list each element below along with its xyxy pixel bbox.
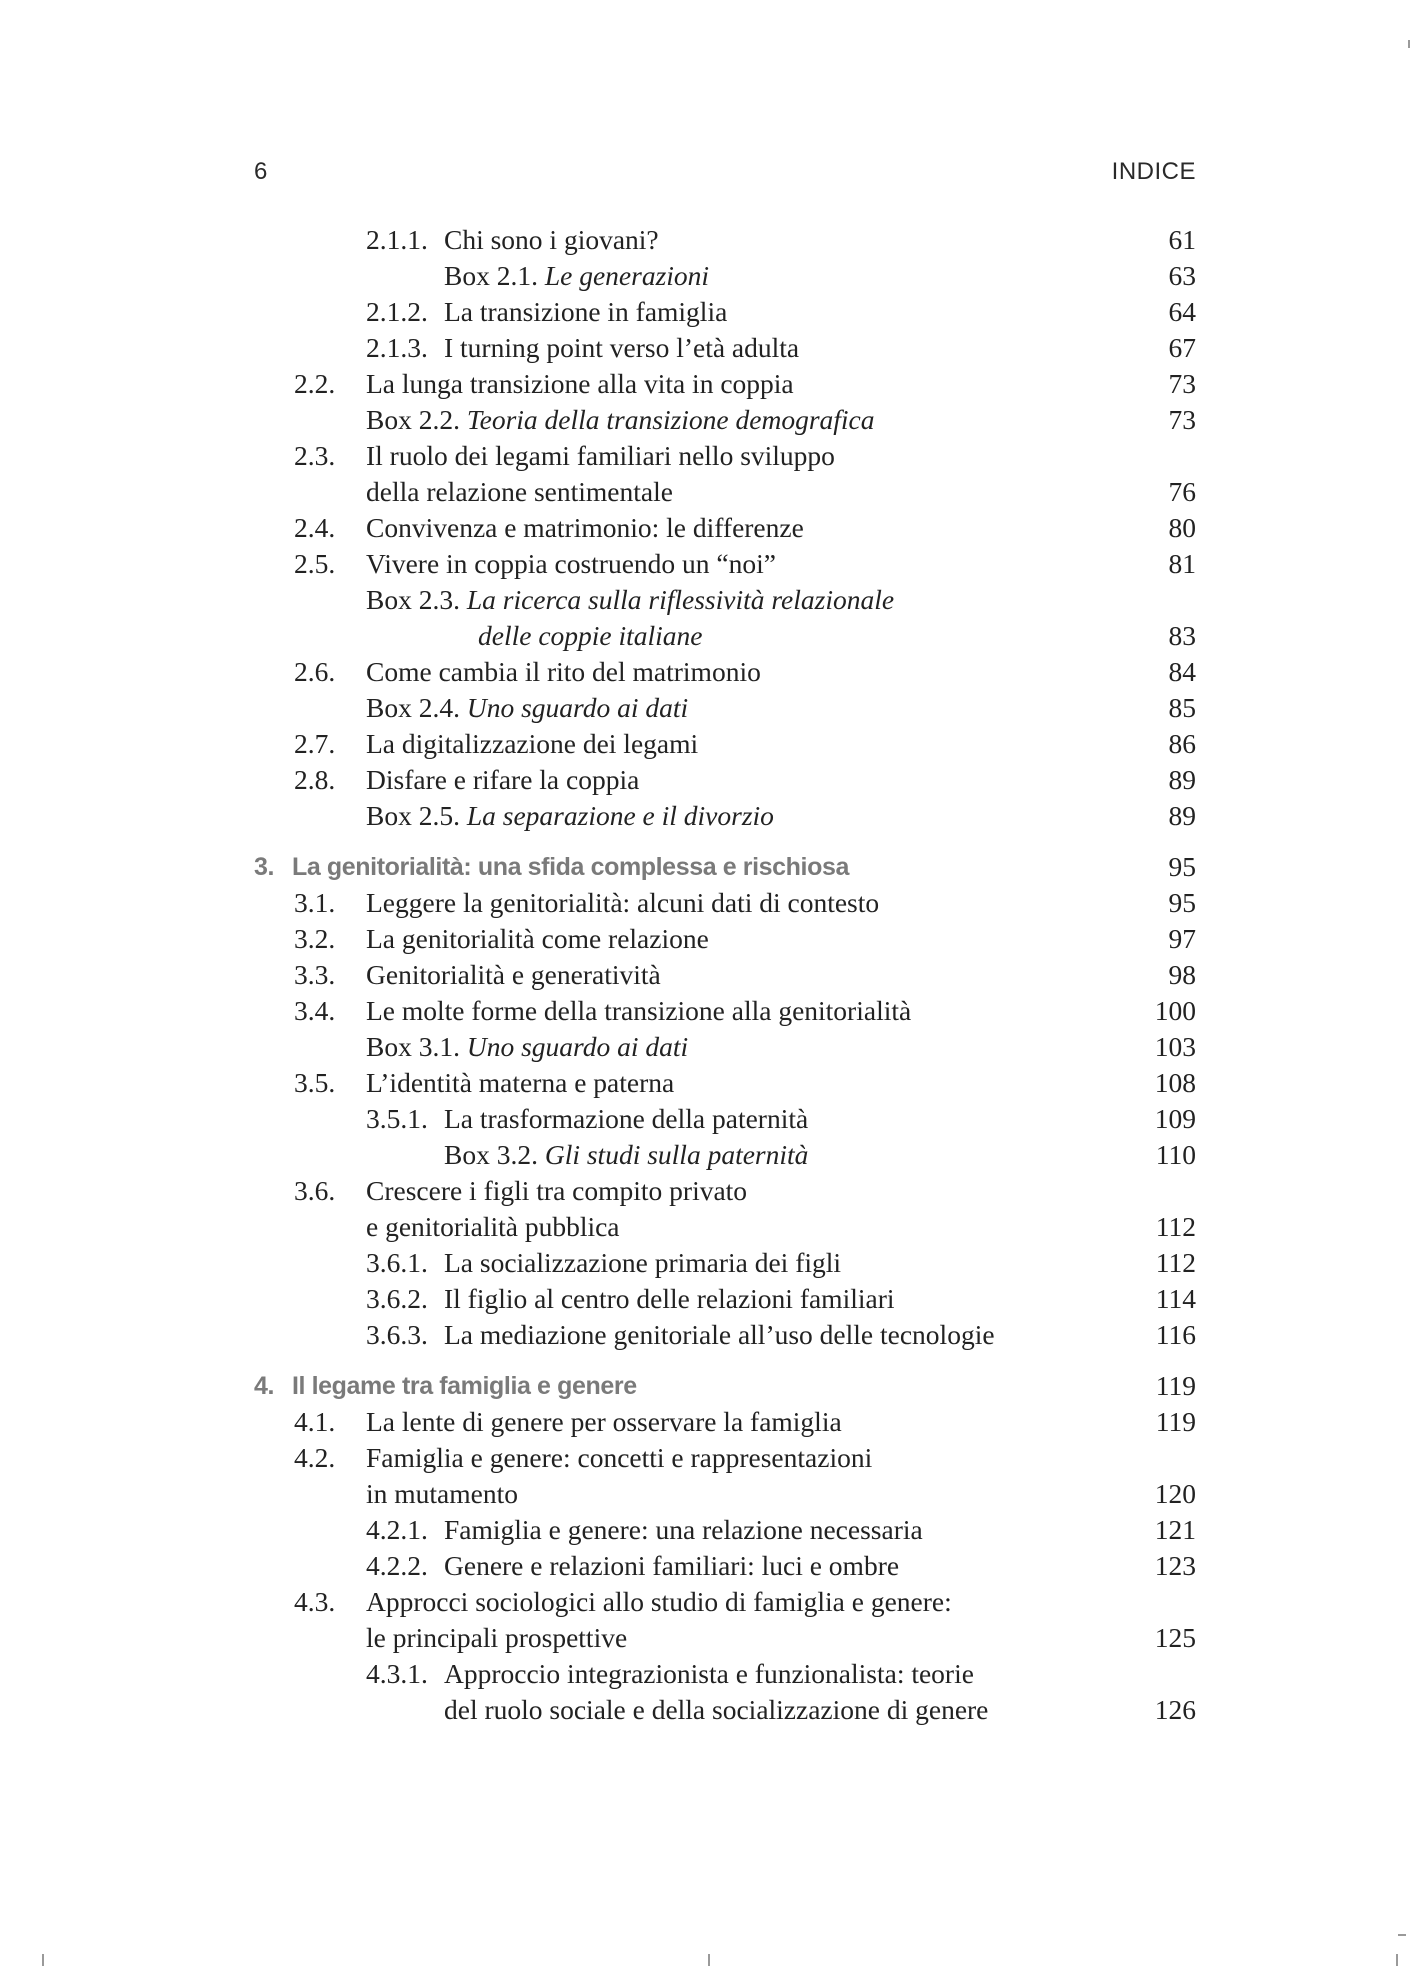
toc-entry-title: Le molte forme della transizione alla genitorialità — [366, 995, 912, 1026]
toc-entry-title: La lunga transizione alla vita in coppia — [366, 368, 794, 399]
toc-entry-title: Famiglia e genere: concetti e rappresentazioni — [366, 1442, 873, 1473]
toc-page-number: 85 — [1168, 692, 1196, 723]
toc-entry-number: 3.5. — [294, 1067, 336, 1098]
toc-entry-title: Disfare e rifare la coppia — [366, 764, 640, 795]
toc-entry-number: 4. — [254, 1372, 275, 1400]
crop-mark-bottom-right — [1396, 1954, 1398, 1966]
toc-box-entry — [444, 258, 709, 294]
toc-entry — [254, 726, 1196, 762]
toc-entry — [254, 1512, 1196, 1548]
toc-entry-title: Come cambia il rito del matrimonio — [366, 656, 761, 687]
toc-entry-title: L’identità materna e paterna — [366, 1067, 675, 1098]
toc-page-number: 95 — [1168, 887, 1196, 918]
toc-page-number: 110 — [1155, 1139, 1196, 1170]
toc-entry-number: 4.3.1. — [366, 1658, 428, 1689]
toc-entry — [254, 1101, 1196, 1137]
toc-page-number: 83 — [1168, 620, 1196, 651]
toc-entry-title: Il legame tra famiglia e genere — [292, 1372, 637, 1400]
toc-entry-number: 3.6.3. — [366, 1319, 428, 1350]
toc-entry-title: La genitorialità come relazione — [366, 923, 709, 954]
toc-entry-title: La genitorialità: una sfida complessa e rischiosa — [292, 853, 849, 881]
box-label: Box 2.5. — [366, 800, 460, 831]
toc-entry-number: 4.2. — [294, 1442, 336, 1473]
toc-entry — [254, 1692, 1196, 1728]
toc-entry-title: della relazione sentimentale — [366, 476, 673, 507]
toc-page-number: 125 — [1154, 1622, 1196, 1653]
toc-entry-number: 4.2.1. — [366, 1514, 428, 1545]
toc-page-number: 116 — [1155, 1319, 1196, 1350]
toc-entry-title: Famiglia e genere: una relazione necessaria — [444, 1514, 923, 1545]
toc-page-number: 64 — [1168, 296, 1196, 327]
toc-entry-number: 2.7. — [294, 728, 336, 759]
toc-entry-title: La lente di genere per osservare la famiglia — [366, 1406, 842, 1437]
toc-entry-number: 3.2. — [294, 923, 336, 954]
toc-page-number: 109 — [1154, 1103, 1196, 1134]
box-label: Box 2.3. — [366, 584, 460, 615]
box-title: Uno sguardo ai dati — [466, 1031, 689, 1062]
toc-entry-title: le principali prospettive — [366, 1622, 628, 1653]
crop-mark-bottom-center — [708, 1954, 710, 1966]
toc-entry-title: in mutamento — [366, 1478, 518, 1509]
box-label: Box 2.1. — [444, 260, 538, 291]
running-title: INDICE — [1111, 158, 1196, 185]
toc-page-number: 103 — [1154, 1031, 1196, 1062]
toc-entry — [254, 1137, 1196, 1173]
toc-page-number: 86 — [1168, 728, 1196, 759]
toc-entry-title: Crescere i figli tra compito privato — [366, 1175, 748, 1206]
toc-entry — [254, 222, 1196, 258]
toc-entry — [254, 1029, 1196, 1065]
toc-entry — [254, 1317, 1196, 1353]
toc-page-number: 121 — [1154, 1514, 1196, 1545]
toc-page-number: 76 — [1168, 476, 1196, 507]
toc-entry-number: 3.4. — [294, 995, 336, 1026]
toc-entry-number: 4.2.2. — [366, 1550, 428, 1581]
toc-page-number: 97 — [1168, 923, 1196, 954]
toc-entry-title: La transizione in famiglia — [444, 296, 728, 327]
toc-box-entry — [366, 1029, 688, 1065]
toc-page-number: 98 — [1168, 959, 1196, 990]
toc-entry-number: 2.1.3. — [366, 332, 428, 363]
toc-entry-title: Il ruolo dei legami familiari nello sviluppo — [366, 440, 835, 471]
toc-entry — [254, 366, 1196, 402]
toc-entry-title: e genitorialità pubblica — [366, 1211, 620, 1242]
toc-entry-number: 3. — [254, 853, 275, 881]
toc-entry-number: 2.5. — [294, 548, 336, 579]
toc-page-number: 119 — [1155, 1370, 1196, 1401]
toc-entry-title: Vivere in coppia costruendo un “noi” — [366, 548, 776, 579]
box-label: Box 2.2. — [366, 404, 460, 435]
toc-entry — [254, 1065, 1196, 1101]
toc-box-entry — [366, 582, 894, 618]
box-label: Box 3.2. — [444, 1139, 538, 1170]
toc-entry — [254, 762, 1196, 798]
toc-page-number: 100 — [1154, 995, 1196, 1026]
toc-entry — [254, 993, 1196, 1029]
toc-entry-number: 3.6.1. — [366, 1247, 428, 1278]
toc-box-entry — [366, 798, 774, 834]
toc-entry — [254, 885, 1196, 921]
toc-entry-number: 3.6. — [294, 1175, 336, 1206]
toc-entry — [254, 1656, 1196, 1692]
box-label: Box 3.1. — [366, 1031, 460, 1062]
toc-entry — [254, 1281, 1196, 1317]
toc-entry-title: La digitalizzazione dei legami — [366, 728, 699, 759]
toc-entry — [254, 921, 1196, 957]
toc-entry — [254, 618, 1196, 654]
toc-page-number: 123 — [1154, 1550, 1196, 1581]
toc-entry — [254, 1476, 1196, 1512]
toc-entry-title: La mediazione genitoriale all’uso delle tecnologie — [444, 1319, 995, 1350]
toc-page-number: 80 — [1168, 512, 1196, 543]
toc-page-number: 119 — [1155, 1406, 1196, 1437]
toc-entry-number: 4.3. — [294, 1586, 336, 1617]
toc-entry — [254, 1173, 1196, 1209]
toc-entry-title: Chi sono i giovani? — [444, 224, 659, 255]
toc-page-number: 114 — [1155, 1283, 1196, 1314]
box-title: Gli studi sulla paternità — [544, 1139, 809, 1170]
toc-entry — [254, 510, 1196, 546]
toc-page-number: 81 — [1168, 548, 1196, 579]
toc-entry-number: 2.3. — [294, 440, 336, 471]
toc-entry-number: 2.8. — [294, 764, 336, 795]
toc-entry-title: La trasformazione della paternità — [444, 1103, 809, 1134]
toc-entry — [254, 582, 1196, 618]
toc-page-number: 89 — [1168, 764, 1196, 795]
toc-page-number: 112 — [1155, 1211, 1196, 1242]
page-number: 6 — [254, 158, 268, 185]
toc-page-number: 95 — [1168, 851, 1196, 882]
toc-page-number: 112 — [1155, 1247, 1196, 1278]
toc-entry-title: Leggere la genitorialità: alcuni dati di contesto — [366, 887, 880, 918]
toc-entry — [254, 438, 1196, 474]
toc-entry-title: Genitorialità e generatività — [366, 959, 661, 990]
box-title: Uno sguardo ai dati — [466, 692, 689, 723]
box-label: Box 2.4. — [366, 692, 460, 723]
toc-entry — [254, 294, 1196, 330]
box-title: La ricerca sulla riflessività relazionale — [466, 584, 895, 615]
toc-entry-number: 3.6.2. — [366, 1283, 428, 1314]
box-title-continuation — [478, 618, 703, 654]
toc-entry — [254, 1245, 1196, 1281]
toc-entry-title: Genere e relazioni familiari: luci e ombre — [444, 1550, 900, 1581]
toc-entry — [254, 654, 1196, 690]
toc-entry — [254, 1548, 1196, 1584]
toc-entry — [254, 474, 1196, 510]
toc-entry-title: Il figlio al centro delle relazioni familiari — [444, 1283, 895, 1314]
toc-entry — [254, 1404, 1196, 1440]
crop-mark-right — [1398, 1934, 1406, 1936]
toc-entry — [254, 1209, 1196, 1245]
toc-entry — [254, 258, 1196, 294]
toc-entry-title: del ruolo sociale e della socializzazione di genere — [444, 1694, 989, 1725]
box-title: Le generazioni — [544, 260, 710, 291]
toc-box-entry — [444, 1137, 808, 1173]
toc-entry-number: 2.1.1. — [366, 224, 428, 255]
toc-entry-title: La socializzazione primaria dei figli — [444, 1247, 842, 1278]
toc-entry — [254, 402, 1196, 438]
toc-entry-number: 3.5.1. — [366, 1103, 428, 1134]
toc-entry-title: Approccio integrazionista e funzionalista: teorie — [444, 1658, 974, 1689]
toc-page-number: 89 — [1168, 800, 1196, 831]
box-title: delle coppie italiane — [478, 620, 703, 651]
toc-entry-title: I turning point verso l’età adulta — [444, 332, 800, 363]
toc-entry-number: 2.4. — [294, 512, 336, 543]
running-head — [254, 158, 1196, 194]
toc-box-entry — [366, 402, 875, 438]
toc-entry-title: Convivenza e matrimonio: le differenze — [366, 512, 804, 543]
toc-entry-number: 2.2. — [294, 368, 336, 399]
toc-entry-number: 3.1. — [294, 887, 336, 918]
table-of-contents — [254, 222, 1196, 1728]
toc-chapter-entry — [254, 1368, 1196, 1404]
toc-entry-number: 3.3. — [294, 959, 336, 990]
toc-entry — [254, 1584, 1196, 1620]
toc-entry — [254, 1440, 1196, 1476]
toc-page-number: 67 — [1168, 332, 1196, 363]
toc-entry-number: 2.1.2. — [366, 296, 428, 327]
toc-box-entry — [366, 690, 688, 726]
toc-entry — [254, 690, 1196, 726]
toc-entry — [254, 798, 1196, 834]
toc-entry-number: 4.1. — [294, 1406, 336, 1437]
toc-page-number: 126 — [1154, 1694, 1196, 1725]
toc-page-number: 120 — [1154, 1478, 1196, 1509]
toc-page-number: 108 — [1154, 1067, 1196, 1098]
toc-page-number: 73 — [1168, 404, 1196, 435]
crop-mark-bottom-left — [42, 1954, 44, 1966]
crop-mark-top-right — [1408, 40, 1410, 48]
toc-entry — [254, 330, 1196, 366]
toc-entry — [254, 1620, 1196, 1656]
toc-entry-title: Approcci sociologici allo studio di famiglia e genere: — [366, 1586, 952, 1617]
toc-entry — [254, 546, 1196, 582]
toc-chapter-entry — [254, 849, 1196, 885]
toc-page-number: 84 — [1168, 656, 1196, 687]
toc-entry — [254, 957, 1196, 993]
toc-page-number: 73 — [1168, 368, 1196, 399]
toc-page-number: 61 — [1168, 224, 1196, 255]
box-title: Teoria della transizione demografica — [466, 404, 875, 435]
toc-page-number: 63 — [1168, 260, 1196, 291]
box-title: La separazione e il divorzio — [466, 800, 774, 831]
toc-entry-number: 2.6. — [294, 656, 336, 687]
